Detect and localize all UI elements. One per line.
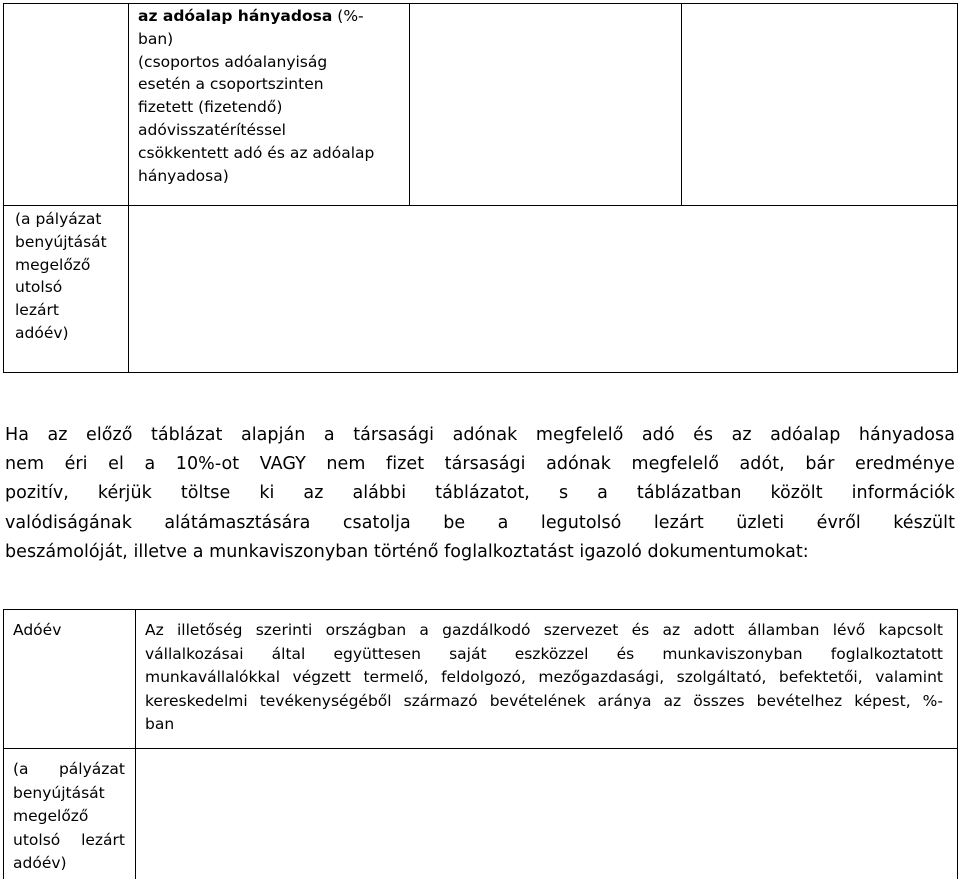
row-label-line: (a pályázat bbox=[13, 760, 125, 778]
revenue-ratio-column-header bbox=[145, 619, 943, 737]
top-table-border-top bbox=[3, 3, 958, 4]
bottom-table-col-divider bbox=[135, 609, 136, 879]
header-line: adóvisszatérítéssel bbox=[138, 120, 286, 139]
header-line: ban) bbox=[138, 29, 174, 48]
bottom-table-border-right bbox=[957, 609, 958, 879]
top-table-header-cell bbox=[138, 5, 408, 187]
row-label-line: utolsó lezárt bbox=[13, 830, 125, 849]
bottom-table-border-top bbox=[3, 609, 958, 610]
header-line: kereskedelmi tevékenységéből származó bevételének aránya az összes bevételhez képest, %- bbox=[145, 691, 943, 710]
year-column-header: Adóév bbox=[13, 621, 62, 639]
top-table-col-divider-3 bbox=[681, 3, 682, 206]
header-line: esetén a csoportszinten bbox=[138, 75, 324, 94]
header-line: ban bbox=[145, 715, 175, 733]
paragraph-line: beszámolóját, illetve a munkaviszonyban történő foglalkoztatást igazoló dokumentumokat: bbox=[5, 541, 809, 562]
header-line: fizetett (fizetendő) bbox=[138, 98, 283, 117]
paragraph-line: pozitív, kérjük töltse ki az alábbi táblázatot, s a táblázatban közölt információk bbox=[5, 483, 955, 504]
top-table-col-divider-1 bbox=[128, 3, 129, 373]
row-label-line: benyújtását bbox=[13, 783, 105, 802]
top-table-col-divider-2 bbox=[409, 3, 410, 206]
row-label-line: utolsó bbox=[15, 278, 63, 297]
header-line: csökkentett adó és az adóalap bbox=[138, 143, 375, 162]
top-table-border-right bbox=[957, 3, 958, 373]
top-table-row-label bbox=[15, 208, 127, 345]
row-label-line: (a pályázat bbox=[15, 210, 102, 228]
header-line: hányadosa) bbox=[138, 166, 229, 185]
row-label-line: lezárt bbox=[15, 301, 59, 320]
row-label-line: adóév) bbox=[15, 323, 69, 342]
row-label-line: megelőző bbox=[15, 255, 91, 274]
top-table-row-divider bbox=[3, 205, 958, 206]
paragraph-line: nem éri el a 10%-ot VAGY nem fizet társasági adónak megfelelő adót, bár eredménye bbox=[5, 454, 955, 475]
instruction-paragraph bbox=[5, 421, 955, 567]
row-label-line: benyújtását bbox=[15, 232, 107, 251]
header-line: vállalkozásai által együttesen saját eszközzel és munkaviszonyban foglalkoztatott bbox=[145, 644, 943, 663]
bottom-table-row-divider bbox=[3, 748, 958, 749]
top-table-border-bottom bbox=[3, 372, 958, 373]
top-table-border-left bbox=[3, 3, 4, 373]
header-line: Az illetőség szerinti országban a gazdálkodó szervezet és az adott államban lévő kapcsolt bbox=[145, 621, 943, 639]
bottom-table-row-label bbox=[13, 758, 125, 876]
header-line: munkavállalókkal végzett termelő, feldolgozó, mezőgazdasági, szolgáltató, befektetői, valamint bbox=[145, 668, 943, 686]
header-line: (csoportos adóalanyiság bbox=[138, 52, 328, 71]
paragraph-line: Ha az előző táblázat alapján a társasági adónak megfelelő adó és az adóalap hányadosa bbox=[5, 425, 955, 445]
header-bold-title: az adóalap hányadosa bbox=[138, 7, 333, 25]
bottom-table-border-left bbox=[3, 609, 4, 879]
row-label-line: megelőző bbox=[13, 807, 89, 825]
paragraph-line: valódiságának alátámasztására csatolja be a legutolsó lezárt üzleti évről készült bbox=[5, 512, 955, 533]
row-label-line: adóév) bbox=[13, 854, 67, 872]
header-line: (%- bbox=[337, 7, 364, 25]
